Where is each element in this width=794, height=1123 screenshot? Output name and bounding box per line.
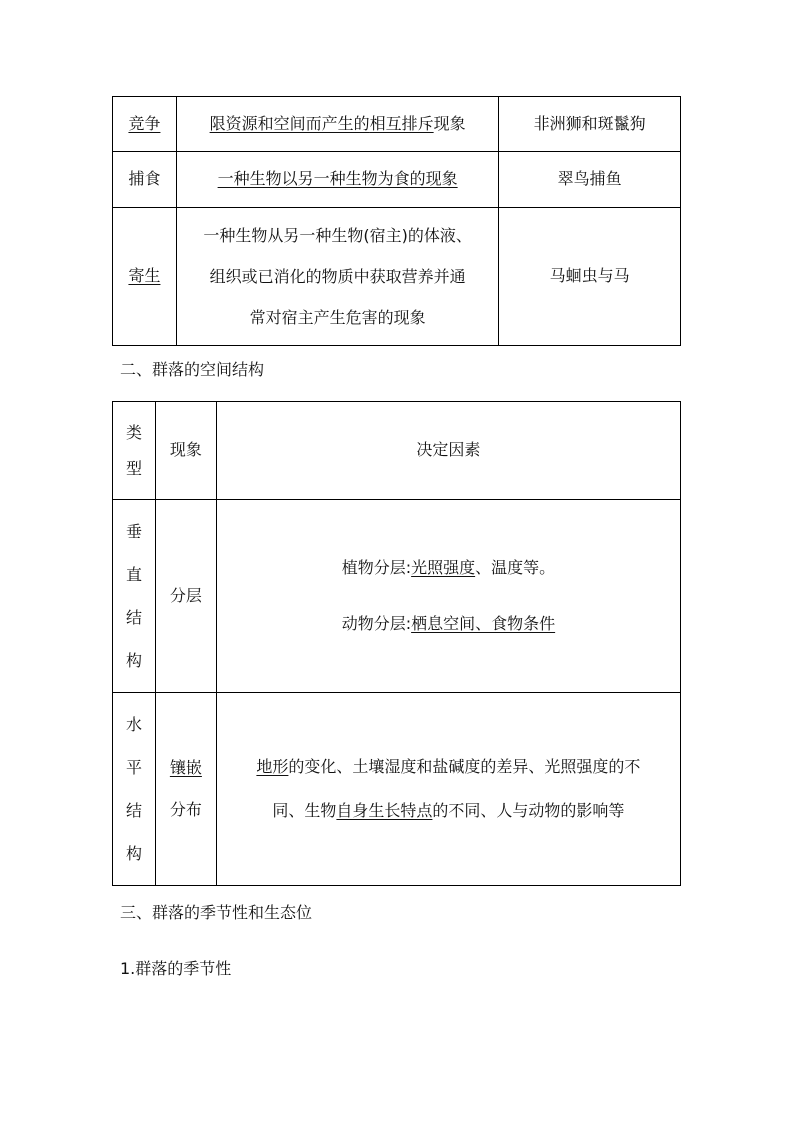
header-char: 类 — [125, 422, 142, 442]
example-cell: 非洲狮和斑鬣狗 — [499, 97, 681, 152]
desc-part: 限资源和空间而产生的 — [209, 113, 370, 133]
animal-label: 动物分层: — [341, 614, 412, 633]
factors-header: 决定因素 — [216, 402, 680, 500]
table-row — [113, 693, 681, 886]
type-char: 垂 — [125, 521, 142, 541]
type-char: 平 — [125, 757, 142, 777]
table-row — [113, 97, 681, 152]
desc-text: 一种生物以另一种生物为食的现象 — [217, 169, 458, 189]
plant-label: 植物分层: — [341, 557, 412, 577]
plant-factor: 光照强度 — [411, 557, 476, 577]
phenomenon-cell — [155, 693, 216, 886]
animal-factor: 栖息空间、食物条件 — [411, 614, 556, 633]
phenomenon-line — [156, 760, 216, 776]
type-cell — [113, 97, 177, 152]
description-cell — [176, 208, 498, 346]
type-char: 结 — [125, 607, 142, 627]
table-row — [113, 500, 681, 693]
section-heading: 二、群落的空间结构 — [120, 360, 265, 379]
type-char: 水 — [125, 714, 142, 734]
type-cell — [113, 208, 177, 346]
type-label: 竞争 — [128, 113, 161, 133]
example-cell: 马蛔虫与马 — [499, 208, 681, 346]
phenomenon-line: 分布 — [169, 800, 202, 819]
factors-line — [217, 789, 680, 833]
mosaic-label: 镶嵌 — [169, 758, 202, 777]
interaction-table — [112, 96, 681, 346]
factors-cell — [216, 693, 680, 886]
subsection-heading: 1.群落的季节性 — [120, 959, 232, 978]
factors-cell — [216, 500, 680, 693]
animal-layering — [217, 613, 680, 635]
description-cell — [176, 152, 498, 208]
type-cell: 捕食 — [113, 152, 177, 208]
type-char: 构 — [125, 843, 142, 863]
desc-line: 一种生物从另一种生物(宿主)的体液、 — [203, 226, 472, 245]
plant-layering — [217, 557, 680, 579]
header-char: 型 — [125, 458, 142, 478]
desc-part: 相互排斥 — [369, 113, 434, 133]
type-char: 构 — [125, 650, 142, 670]
table-header-row — [113, 402, 681, 500]
plant-rest: 、温度等。 — [475, 557, 556, 577]
spatial-structure-table — [112, 401, 681, 886]
growth-factor: 自身生长特点 — [336, 801, 433, 820]
phenomenon-header: 现象 — [155, 402, 216, 500]
phenomenon-cell: 分层 — [155, 500, 216, 693]
table-row — [113, 152, 681, 208]
factors-text: 的不同、人与动物的影响等 — [432, 801, 625, 820]
desc-line: 常对宿主产生危害的现象 — [249, 308, 426, 327]
type-header — [113, 402, 156, 500]
type-cell — [113, 500, 156, 693]
terrain-factor: 地形 — [256, 757, 289, 776]
type-char: 结 — [125, 800, 142, 820]
factors-text: 同、生物 — [272, 801, 337, 820]
desc-part: 现象 — [433, 113, 466, 133]
desc-line: 组织或已消化的物质中获取营养并通 — [209, 267, 466, 286]
table-row — [113, 208, 681, 346]
type-label: 寄生 — [128, 266, 161, 286]
factors-line — [217, 745, 680, 789]
type-char: 直 — [125, 564, 142, 584]
example-cell: 翠鸟捕鱼 — [499, 152, 681, 208]
type-cell — [113, 693, 156, 886]
description-cell — [176, 97, 498, 152]
section-heading: 三、群落的季节性和生态位 — [120, 903, 313, 922]
factors-text: 的变化、土壤湿度和盐碱度的差异、光照强度的不 — [288, 757, 641, 776]
